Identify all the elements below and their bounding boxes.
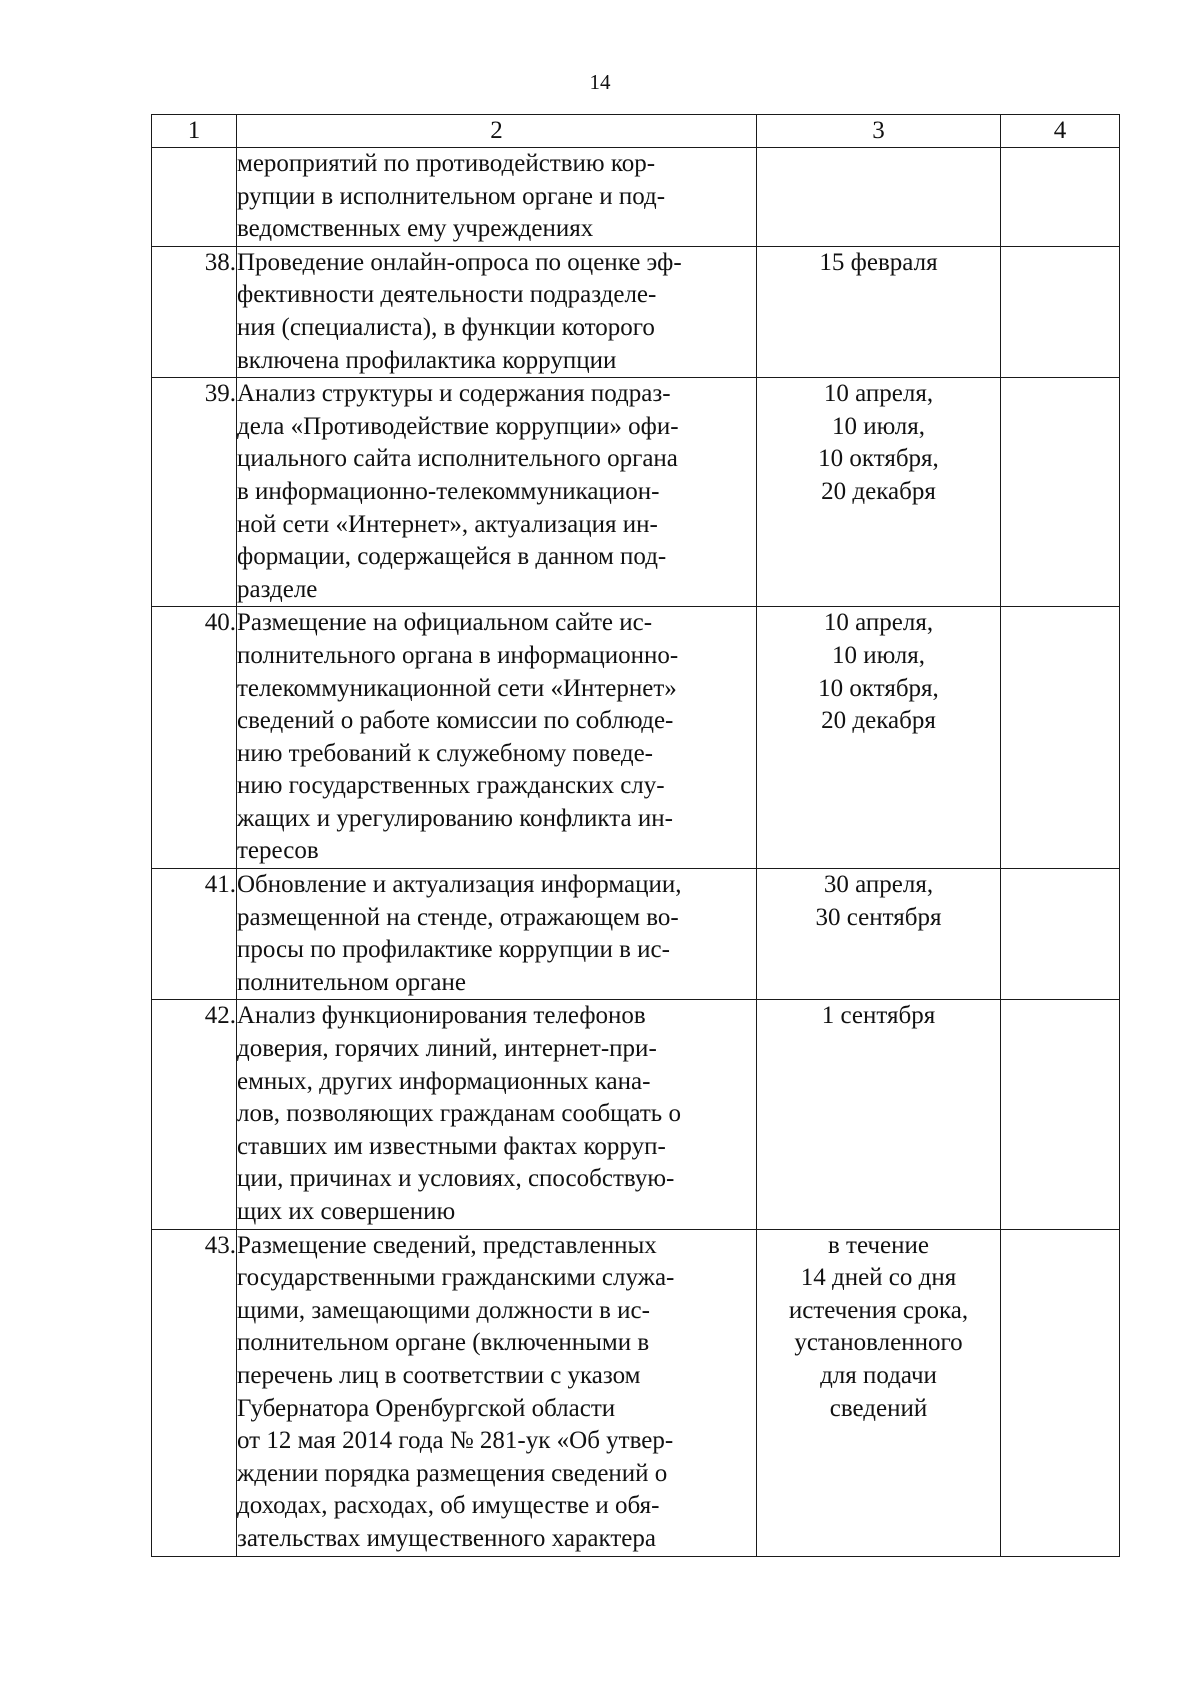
deadline <box>757 148 1001 247</box>
column-header-4: 4 <box>1001 115 1120 148</box>
description-line: Анализ структуры и содержания подраз- <box>237 380 671 408</box>
deadline-line: 20 декабря <box>821 477 936 505</box>
table-row <box>152 1229 1120 1556</box>
deadline-line: установленного <box>794 1329 963 1357</box>
measure-description <box>237 607 757 869</box>
description-line: полнительном органе (включенными в <box>237 1329 650 1357</box>
deadline <box>757 1229 1001 1556</box>
description-line: Обновление и актуализация информации, <box>237 871 682 899</box>
table-row <box>152 246 1120 377</box>
row-number: 42. <box>152 1000 237 1229</box>
row-number: 41. <box>152 869 237 1000</box>
measure-description <box>237 148 757 247</box>
description-line: емных, других информационных кана- <box>237 1067 651 1095</box>
description-line: Проведение онлайн-опроса по оценке эф- <box>237 248 682 276</box>
description-line: ведомственных ему учреждениях <box>237 215 594 243</box>
table-row <box>152 1000 1120 1229</box>
deadline-line: для подачи <box>820 1361 937 1389</box>
deadline-line: 30 сентября <box>815 903 942 931</box>
responsible-executor <box>1001 1000 1120 1229</box>
description-line: ции, причинах и условиях, способствую- <box>237 1165 675 1193</box>
description-line: жащих и урегулированию конфликта ин- <box>237 804 673 832</box>
responsible-executor <box>1001 869 1120 1000</box>
deadline <box>757 1000 1001 1229</box>
description-line: в информационно-телекоммуникацион- <box>237 477 660 505</box>
description-line: ждении порядка размещения сведений о <box>237 1459 668 1487</box>
column-header-1: 1 <box>152 115 237 148</box>
description-line: формации, содержащейся в данном под- <box>237 543 667 571</box>
deadline-line: 10 октября, <box>818 445 939 473</box>
description-line: нию государственных гражданских слу- <box>237 772 665 800</box>
deadline <box>757 607 1001 869</box>
description-line: сведений о работе комиссии по соблюде- <box>237 707 674 735</box>
description-line: полнительного органа в информационно- <box>237 641 679 669</box>
description-line: ния (специалиста), в функции которого <box>237 313 655 341</box>
measure-description <box>237 246 757 377</box>
deadline-line: 10 апреля, <box>823 609 934 637</box>
row-number <box>152 148 237 247</box>
description-line: циального сайта исполнительного органа <box>237 445 678 473</box>
row-number: 39. <box>152 378 237 607</box>
description-line: включена профилактика коррупции <box>237 346 617 374</box>
deadline <box>757 378 1001 607</box>
deadline <box>757 246 1001 377</box>
table-row <box>152 607 1120 869</box>
description-line: тересов <box>237 837 319 865</box>
row-number: 40. <box>152 607 237 869</box>
table-row <box>152 378 1120 607</box>
deadline-line: 10 июля, <box>832 412 925 440</box>
deadline-line: 10 июля, <box>832 641 925 669</box>
description-line: Анализ функционирования телефонов <box>237 1002 646 1030</box>
description-line: перечень лиц в соответствии с указом <box>237 1361 641 1389</box>
deadline-line: 30 апреля, <box>823 871 934 899</box>
description-line: ной сети «Интернет», актуализация ин- <box>237 510 658 538</box>
deadline-line: 10 октября, <box>818 674 939 702</box>
table-row <box>152 869 1120 1000</box>
measure-description <box>237 1229 757 1556</box>
description-line: размещенной на стенде, отражающем во- <box>237 903 679 931</box>
deadline <box>757 869 1001 1000</box>
deadline-line: в течение <box>828 1231 929 1259</box>
column-header-3: 3 <box>757 115 1001 148</box>
table-header <box>152 115 1120 148</box>
description-line: доверия, горячих линий, интернет-при- <box>237 1035 657 1063</box>
description-line: зательствах имущественного характера <box>237 1524 656 1552</box>
responsible-executor <box>1001 1229 1120 1556</box>
responsible-executor <box>1001 378 1120 607</box>
description-line: дела «Противодействие коррупции» офи- <box>237 412 679 440</box>
description-line: Размещение сведений, представленных <box>237 1231 657 1259</box>
description-line: полнительном органе <box>237 968 466 996</box>
description-line: ставших им известными фактах корруп- <box>237 1132 666 1160</box>
measure-description <box>237 869 757 1000</box>
deadline-line: сведений <box>829 1394 928 1422</box>
measure-description <box>237 1000 757 1229</box>
row-number: 43. <box>152 1229 237 1556</box>
page-number: 14 <box>589 70 611 94</box>
description-line: государственными гражданскими служа- <box>237 1264 675 1292</box>
table-row <box>152 148 1120 247</box>
deadline-line: истечения срока, <box>788 1296 969 1324</box>
description-line: просы по профилактике коррупции в ис- <box>237 936 670 964</box>
description-line: Размещение на официальном сайте ис- <box>237 609 653 637</box>
deadline-line: 20 декабря <box>821 707 936 735</box>
responsible-executor <box>1001 607 1120 869</box>
table-body <box>152 148 1120 1557</box>
description-line: Губернатора Оренбургской области <box>237 1394 616 1422</box>
description-line: нию требований к служебному поведе- <box>237 739 654 767</box>
description-line: лов, позволяющих гражданам сообщать о <box>237 1100 681 1128</box>
description-line: от 12 мая 2014 года № 281-ук «Об утвер- <box>237 1427 674 1455</box>
description-line: фективности деятельности подразделе- <box>237 281 657 309</box>
measure-description <box>237 378 757 607</box>
description-line: рупции в исполнительном органе и под- <box>237 182 666 210</box>
description-line: щими, замещающими должности в ис- <box>237 1296 650 1324</box>
column-header-2: 2 <box>237 115 757 148</box>
description-line: доходах, расходах, об имуществе и обя- <box>237 1492 660 1520</box>
description-line: разделе <box>237 575 318 603</box>
deadline-line: 15 февраля <box>819 248 938 276</box>
header-row <box>152 115 1120 148</box>
deadline-line: 1 сентября <box>821 1002 936 1030</box>
responsible-executor <box>1001 148 1120 247</box>
row-number: 38. <box>152 246 237 377</box>
description-line: телекоммуникационной сети «Интернет» <box>237 674 677 702</box>
deadline-line: 14 дней со дня <box>800 1264 957 1292</box>
description-line: мероприятий по противодействию кор- <box>237 150 656 177</box>
responsible-executor <box>1001 246 1120 377</box>
description-line: щих их совершению <box>237 1198 456 1225</box>
measures-table <box>151 114 1120 1557</box>
deadline-line: 10 апреля, <box>823 380 934 408</box>
